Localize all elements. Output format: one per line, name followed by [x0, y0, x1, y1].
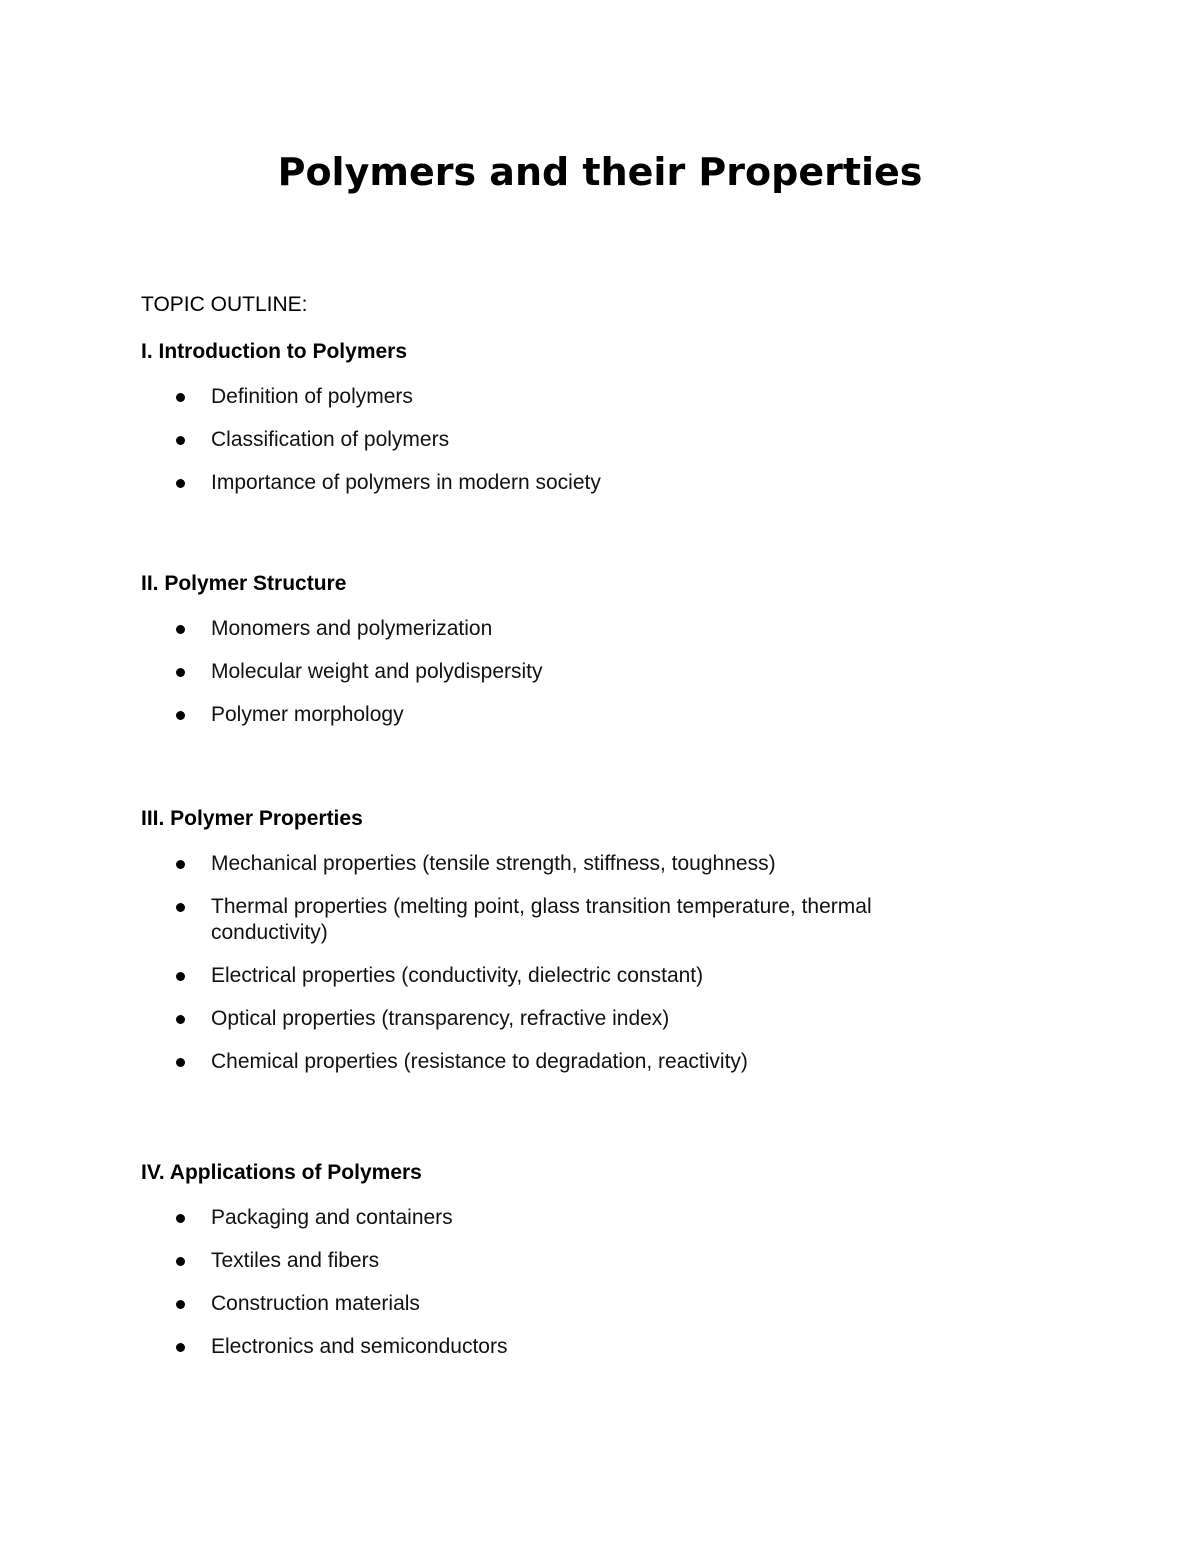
list-item-text: Packaging and containers [211, 1206, 453, 1229]
list-item-text: Mechanical properties (tensile strength, stiffness, toughness) [211, 852, 776, 875]
list-item-text: Optical properties (transparency, refractive index) [211, 1007, 670, 1030]
bullet-icon [176, 711, 185, 720]
section-polymer-structure [141, 569, 1001, 728]
section-introduction [141, 337, 1001, 496]
section-heading: III. Polymer Properties [141, 807, 363, 830]
list-item [141, 1334, 1001, 1360]
list-item [141, 427, 1001, 453]
bullet-list [141, 1205, 1001, 1360]
list-item [141, 1291, 1001, 1317]
bullet-icon [176, 1343, 185, 1352]
topic-outline-label: TOPIC OUTLINE: [141, 293, 308, 316]
list-item-text: Textiles and fibers [211, 1249, 380, 1272]
list-item-text: Definition of polymers [211, 385, 413, 408]
list-item [141, 616, 1001, 642]
list-item-text: Importance of polymers in modern society [211, 471, 601, 494]
list-item [141, 851, 1001, 877]
bullet-icon [176, 903, 185, 912]
list-item-text: Monomers and polymerization [211, 617, 493, 640]
section-heading: IV. Applications of Polymers [141, 1161, 422, 1184]
list-item [141, 1049, 1001, 1075]
list-item [141, 702, 1001, 728]
list-item [141, 963, 1001, 989]
list-item [141, 1006, 1001, 1032]
bullet-icon [176, 393, 185, 402]
bullet-list [141, 384, 1001, 496]
bullet-icon [176, 668, 185, 677]
section-heading: II. Polymer Structure [141, 572, 347, 595]
bullet-icon [176, 436, 185, 445]
list-item-text: Molecular weight and polydispersity [211, 660, 543, 683]
bullet-icon [176, 860, 185, 869]
list-item-text: Thermal properties (melting point, glass transition temperature, thermal conductivity) [211, 895, 872, 944]
section-polymer-properties [141, 804, 1001, 1075]
bullet-icon [176, 1214, 185, 1223]
bullet-icon [176, 1058, 185, 1067]
list-item-text: Classification of polymers [211, 428, 450, 451]
list-item [141, 1205, 1001, 1231]
list-item [141, 384, 1001, 410]
list-item-text: Construction materials [211, 1292, 420, 1315]
list-item [141, 659, 1001, 685]
list-item [141, 470, 1001, 496]
list-item-text: Electrical properties (conductivity, dielectric constant) [211, 964, 704, 987]
document-title: Polymers and their Properties [277, 150, 923, 194]
section-applications [141, 1158, 1001, 1360]
bullet-icon [176, 479, 185, 488]
bullet-icon [176, 1257, 185, 1266]
list-item-text: Electronics and semiconductors [211, 1335, 508, 1358]
bullet-list [141, 851, 1001, 1075]
list-item [141, 894, 1001, 946]
bullet-icon [176, 972, 185, 981]
section-heading: I. Introduction to Polymers [141, 340, 408, 363]
bullet-icon [176, 625, 185, 634]
list-item-text: Polymer morphology [211, 703, 404, 726]
list-item-text: Chemical properties (resistance to degradation, reactivity) [211, 1050, 748, 1073]
bullet-list [141, 616, 1001, 728]
list-item [141, 1248, 1001, 1274]
bullet-icon [176, 1015, 185, 1024]
bullet-icon [176, 1300, 185, 1309]
